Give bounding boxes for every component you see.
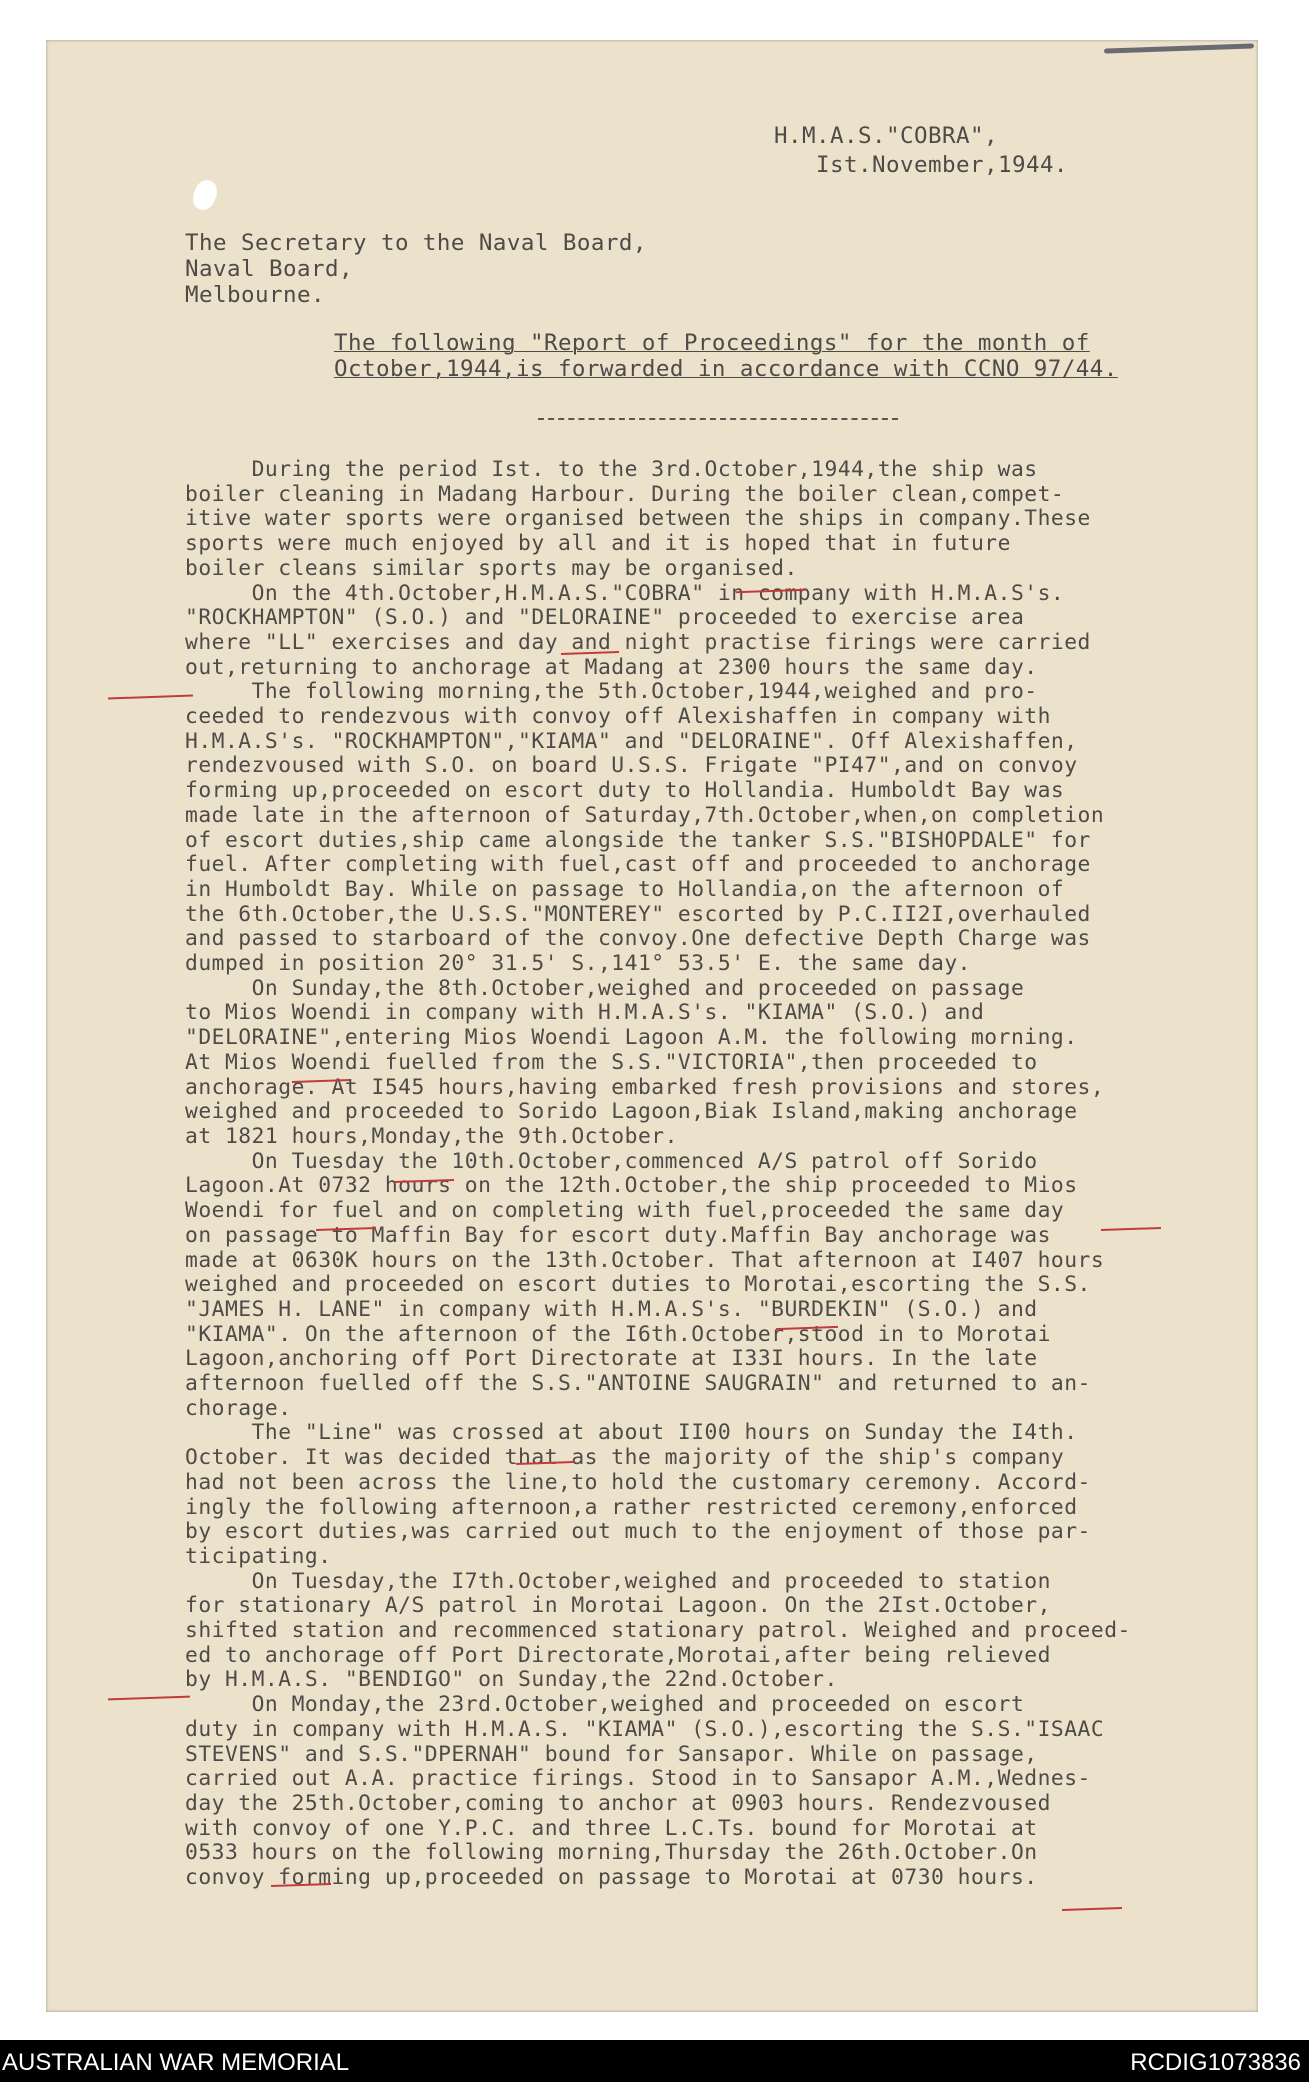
document-page <box>46 40 1258 2012</box>
paper-tear <box>190 177 221 213</box>
subject-text: October,1944,is forwarded in accordance with CCNO 97/44. <box>334 356 1118 382</box>
report-line: made at 0630K hours on the 13th.October. That afternoon at I407 hours <box>185 1247 1105 1273</box>
report-line: convoy forming up,proceeded on passage to Morotai at 0730 hours. <box>185 1865 1038 1891</box>
report-line: day the 25th.October,coming to anchor at 0903 hours. Rendezvoused <box>185 1790 1051 1816</box>
institution-label: AUSTRALIAN WAR MEMORIAL <box>2 2049 350 2076</box>
addressee-block <box>185 230 647 308</box>
report-line: The "Line" was crossed at about II00 hours on Sunday the I4th. <box>185 1420 1078 1446</box>
letter-date: Ist.November,1944. <box>816 152 1068 178</box>
report-line: On Sunday,the 8th.October,weighed and proceeded on passage <box>185 975 1025 1001</box>
report-line: ingly the following afternoon,a rather restricted ceremony,enforced <box>185 1494 1078 1520</box>
report-line: "JAMES H. LANE" in company with H.M.A.S's. "BURDEKIN" (S.O.) and <box>185 1296 1038 1322</box>
report-line: with convoy of one Y.P.C. and three L.C.Ts. bound for Morotai at <box>185 1815 1038 1841</box>
archive-footer <box>0 2040 1309 2082</box>
report-line: chorage. <box>185 1395 292 1421</box>
report-line: had not been across the line,to hold the customary ceremony. Accord- <box>185 1469 1091 1495</box>
report-line: and passed to starboard of the convoy.One defective Depth Charge was <box>185 926 1091 952</box>
report-line: carried out A.A. practice firings. Stood in to Sansapor A.M.,Wednes- <box>185 1766 1091 1792</box>
report-line: ed to anchorage off Port Directorate,Morotai,after being relieved <box>185 1642 1051 1668</box>
report-line: of escort duties,ship came alongside the tanker S.S."BISHOPDALE" for <box>185 827 1091 853</box>
subject-line <box>334 330 1118 382</box>
report-line: On the 4th.October,H.M.A.S."COBRA" in company with H.M.A.S's. <box>185 580 1065 606</box>
report-line: on passage to Maffin Bay for escort duty.Maffin Bay anchorage was <box>185 1222 1051 1248</box>
report-line: At Mios Woendi fuelled from the S.S."VICTORIA",then proceeded to <box>185 1049 1038 1075</box>
report-line: rendezvoused with S.O. on board U.S.S. Frigate "PI47",and on convoy <box>185 753 1078 779</box>
report-line: STEVENS" and S.S."DPERNAH" bound for Sansapor. While on passage, <box>185 1741 1038 1767</box>
separator-rule <box>538 418 898 420</box>
report-line: weighed and proceeded to Sorido Lagoon,Biak Island,making anchorage <box>185 1099 1078 1125</box>
report-line: forming up,proceeded on escort duty to Hollandia. Humboldt Bay was <box>185 778 1065 804</box>
report-line: On Tuesday,the I7th.October,weighed and proceeded to station <box>185 1568 1051 1594</box>
correction-mark <box>108 695 193 700</box>
correction-mark <box>1062 1907 1122 1911</box>
report-line: Lagoon,anchoring off Port Directorate at I33I hours. In the late <box>185 1346 1038 1372</box>
report-line: "ROCKHAMPTON" (S.O.) and "DELORAINE" proceeded to exercise area <box>185 605 1025 631</box>
report-line: boiler cleaning in Madang Harbour. During the boiler clean,compet- <box>185 481 1065 507</box>
report-line: shifted station and recommenced stationary patrol. Weighed and proceed- <box>185 1618 1131 1644</box>
report-body <box>185 458 1217 1891</box>
report-line: "DELORAINE",entering Mios Woendi Lagoon A.M. the following morning. <box>185 1025 1078 1051</box>
report-line: to Mios Woendi in company with H.M.A.S's. "KIAMA" (S.O.) and <box>185 1000 985 1026</box>
report-line: at 1821 hours,Monday,the 9th.October. <box>185 1123 678 1149</box>
report-line: October. It was decided that as the majority of the ship's company <box>185 1445 1065 1471</box>
report-line: fuel. After completing with fuel,cast off and proceeded to anchorage <box>185 852 1091 878</box>
report-line: itive water sports were organised between the ships in company.These <box>185 506 1091 532</box>
report-line: sports were much enjoyed by all and it is hoped that in future <box>185 531 1011 557</box>
report-line: H.M.A.S's. "ROCKHAMPTON","KIAMA" and "DELORAINE". Off Alexishaffen, <box>185 728 1078 754</box>
report-line: During the period Ist. to the 3rd.October,1944,the ship was <box>185 457 1038 482</box>
report-line: Lagoon.At 0732 hours on the 12th.October,the ship proceeded to Mios <box>185 1173 1078 1199</box>
addressee-line: Naval Board, <box>185 256 353 282</box>
report-line: by escort duties,was carried out much to the enjoyment of those par- <box>185 1519 1091 1545</box>
report-line: out,returning to anchorage at Madang at 2300 hours the same day. <box>185 654 1038 680</box>
report-line: The following morning,the 5th.October,1944,weighed and pro- <box>185 679 1038 705</box>
report-line: where "LL" exercises and day and night practise firings were carried <box>185 629 1091 655</box>
report-line: afternoon fuelled off the S.S."ANTOINE SAUGRAIN" and returned to an- <box>185 1371 1091 1397</box>
report-line: the 6th.October,the U.S.S."MONTEREY" escorted by P.C.II2I,overhauled <box>185 901 1091 927</box>
report-line: "KIAMA". On the afternoon of the I6th.October,stood in to Morotai <box>185 1321 1051 1347</box>
letter-heading <box>774 122 1068 180</box>
report-line: boiler cleans similar sports may be organised. <box>185 555 798 581</box>
report-line: anchorage. At I545 hours,having embarked fresh provisions and stores, <box>185 1074 1105 1100</box>
report-line: dumped in position 20° 31.5' S.,141° 53.5' E. the same day. <box>185 951 971 977</box>
report-line: for stationary A/S patrol in Morotai Lagoon. On the 2Ist.October, <box>185 1593 1051 1619</box>
addressee-line: The Secretary to the Naval Board, <box>185 230 647 256</box>
report-line: in Humboldt Bay. While on passage to Hollandia,on the afternoon of <box>185 876 1065 902</box>
report-line: by H.M.A.S. "BENDIGO" on Sunday,the 22nd.October. <box>185 1667 838 1693</box>
addressee-line: Melbourne. <box>185 282 325 308</box>
reference-number: RCDIG1073836 <box>1130 2049 1301 2076</box>
report-line: ticipating. <box>185 1543 332 1569</box>
report-line: made late in the afternoon of Saturday,7th.October,when,on completion <box>185 802 1105 828</box>
report-line: weighed and proceeded on escort duties to Morotai,escorting the S.S. <box>185 1272 1091 1298</box>
correction-mark <box>108 1696 190 1701</box>
report-line: Woendi for fuel and on completing with fuel,proceeded the same day <box>185 1198 1065 1224</box>
report-line: On Tuesday the 10th.October,commenced A/S patrol off Sorido <box>185 1148 1038 1174</box>
report-line: On Monday,the 23rd.October,weighed and proceeded on escort <box>185 1692 1025 1718</box>
report-line: 0533 hours on the following morning,Thursday the 26th.October.On <box>185 1840 1038 1866</box>
report-line: ceeded to rendezvous with convoy off Alexishaffen in company with <box>185 704 1051 730</box>
subject-text: The following "Report of Proceedings" for the month of <box>334 330 1090 356</box>
ship-name: H.M.A.S."COBRA", <box>774 123 998 149</box>
report-line: duty in company with H.M.A.S. "KIAMA" (S.O.),escorting the S.S."ISAAC <box>185 1716 1105 1742</box>
